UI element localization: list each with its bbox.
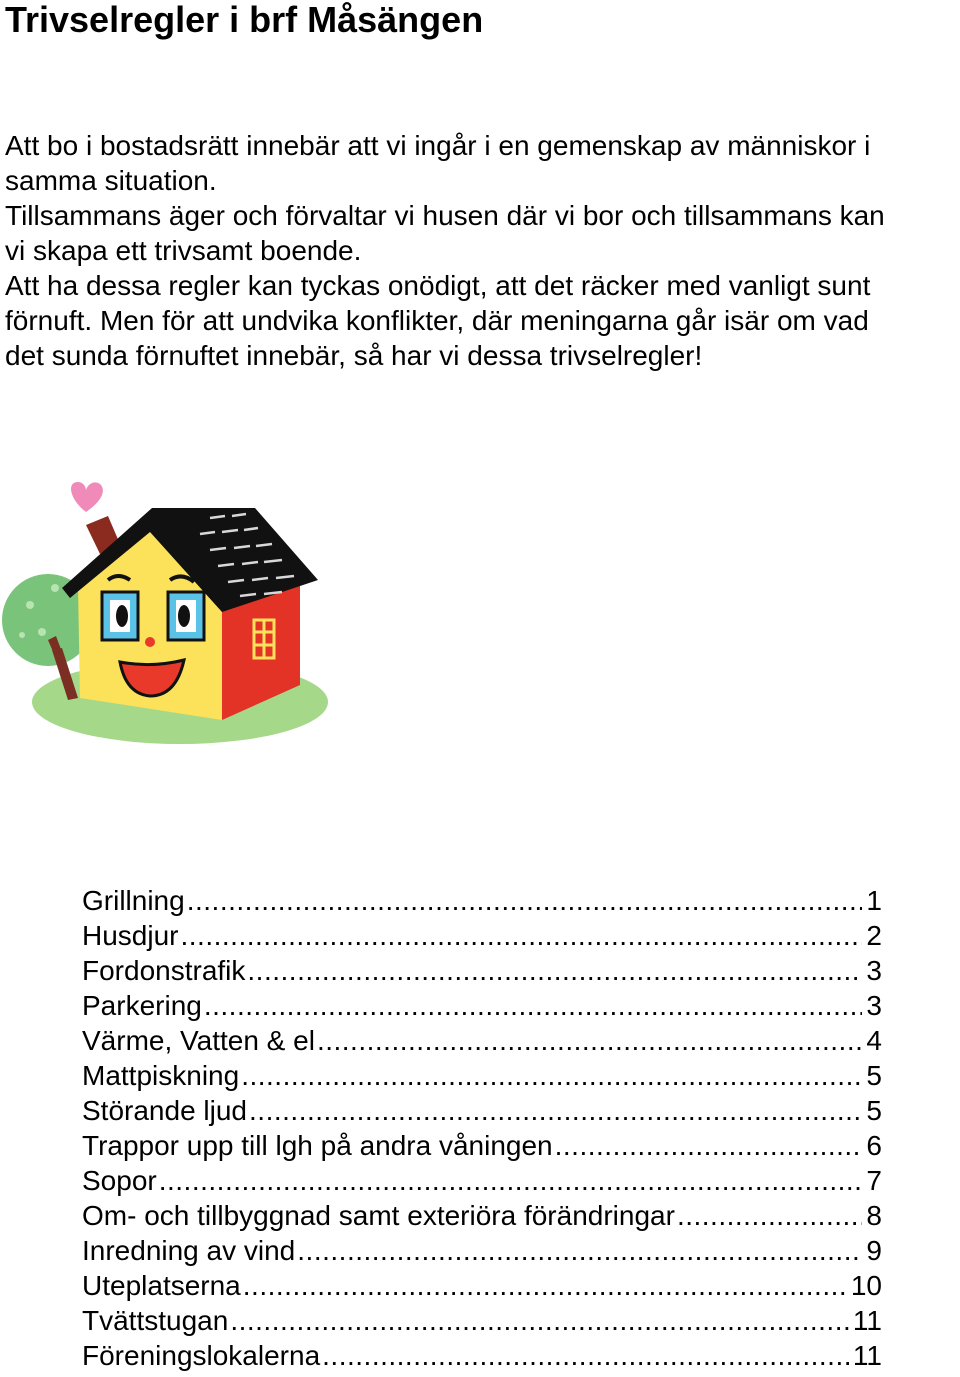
page-title: Trivselregler i brf Måsängen (5, 0, 484, 40)
toc-entry[interactable] (82, 1198, 882, 1233)
toc-entry-label: Fordonstrafik (82, 955, 246, 986)
toc-leader (159, 1163, 863, 1198)
intro-line: Att ha dessa regler kan tyckas onödigt, att det räcker med vanligt sunt (5, 270, 871, 301)
toc-entry-page: 8 (866, 1200, 882, 1231)
toc-entry[interactable] (82, 988, 882, 1023)
toc-entry-page: 6 (866, 1130, 882, 1161)
intro-line: vi skapa ett trivsamt boende. (5, 235, 362, 266)
toc-entry[interactable] (82, 883, 882, 918)
intro-line: det sunda förnuftet innebär, så har vi dessa trivselregler! (5, 340, 703, 371)
smiling-house-illustration (0, 470, 330, 755)
toc-entry-label: Parkering (82, 990, 202, 1021)
toc-entry[interactable] (82, 1268, 882, 1303)
toc-leader (180, 918, 862, 953)
toc-entry-page: 3 (866, 990, 882, 1021)
toc-leader (247, 953, 862, 988)
toc-entry-page: 5 (866, 1095, 882, 1126)
toc-leader (249, 1093, 862, 1128)
toc-leader (230, 1303, 849, 1338)
toc-leader (241, 1058, 862, 1093)
toc-entry-page: 2 (866, 920, 882, 951)
toc-entry[interactable] (82, 918, 882, 953)
toc-entry-label: Mattpiskning (82, 1060, 240, 1091)
toc-entry-label: Grillning (82, 885, 185, 916)
toc-entry-label: Sopor (82, 1165, 157, 1196)
toc-entry[interactable] (82, 953, 882, 988)
toc-leader (317, 1023, 862, 1058)
toc-entry[interactable] (82, 1093, 882, 1128)
toc-entry-label: Inredning av vind (82, 1235, 296, 1266)
toc-entry-label: Tvättstugan (82, 1305, 229, 1336)
toc-leader (243, 1268, 847, 1303)
toc-entry[interactable] (82, 1233, 882, 1268)
toc-leader (322, 1338, 849, 1373)
intro-line: Tillsammans äger och förvaltar vi husen där vi bor och tillsammans kan (5, 200, 885, 231)
toc-entry-page: 7 (866, 1165, 882, 1196)
toc-entry-label: Värme, Vatten & el (82, 1025, 315, 1056)
toc-entry-label: Störande ljud (82, 1095, 248, 1126)
toc-leader (297, 1233, 862, 1268)
intro-line: samma situation. (5, 165, 217, 196)
toc-leader (677, 1198, 862, 1233)
table-of-contents (82, 883, 882, 1373)
toc-entry-page: 4 (866, 1025, 882, 1056)
toc-entry-label: Husdjur (82, 920, 179, 951)
toc-entry-page: 1 (866, 885, 882, 916)
toc-entry[interactable] (82, 1163, 882, 1198)
toc-entry-page: 3 (866, 955, 882, 986)
toc-entry-page: 5 (866, 1060, 882, 1091)
intro-line: Att bo i bostadsrätt innebär att vi ingår i en gemenskap av människor i (5, 130, 871, 161)
toc-entry-page: 11 (852, 1340, 882, 1371)
toc-entry-label: Trappor upp till lgh på andra våningen (82, 1130, 553, 1161)
intro-line: förnuft. Men för att undvika konflikter, där meningarna går isär om vad (5, 305, 869, 336)
house-icon (0, 470, 330, 755)
intro-text (5, 128, 960, 373)
toc-leader (204, 988, 863, 1023)
toc-leader (555, 1128, 863, 1163)
toc-entry-label: Om- och tillbyggnad samt exteriöra förändringar (82, 1200, 675, 1231)
toc-leader (187, 883, 863, 918)
toc-entry[interactable] (82, 1023, 882, 1058)
toc-entry-label: Föreningslokalerna (82, 1340, 321, 1371)
toc-entry-page: 10 (850, 1270, 882, 1301)
toc-entry[interactable] (82, 1128, 882, 1163)
toc-entry-page: 9 (866, 1235, 882, 1266)
toc-entry[interactable] (82, 1058, 882, 1093)
toc-entry[interactable] (82, 1303, 882, 1338)
toc-entry-label: Uteplatserna (82, 1270, 241, 1301)
toc-entry[interactable] (82, 1338, 882, 1373)
toc-entry-page: 11 (852, 1305, 882, 1336)
